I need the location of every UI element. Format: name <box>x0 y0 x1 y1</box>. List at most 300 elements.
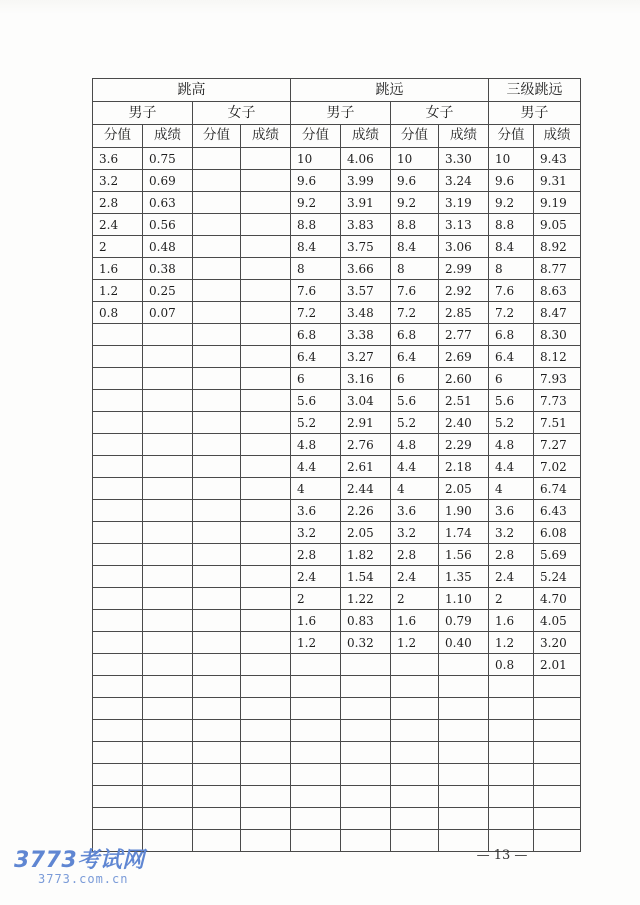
table-cell <box>143 720 193 742</box>
table-cell <box>291 742 341 764</box>
table-row <box>93 610 581 632</box>
table-cell: 6 <box>391 368 439 390</box>
table-cell <box>93 368 143 390</box>
table-cell <box>489 676 534 698</box>
table-cell <box>534 698 581 720</box>
table-cell: 6.4 <box>489 346 534 368</box>
score-table <box>92 78 581 852</box>
table-cell <box>193 544 241 566</box>
table-cell <box>93 500 143 522</box>
table-cell: 2.61 <box>341 456 391 478</box>
table-cell <box>193 654 241 676</box>
table-cell <box>291 764 341 786</box>
table-cell: 0.83 <box>341 610 391 632</box>
table-cell: 2.4 <box>391 566 439 588</box>
table-cell <box>93 610 143 632</box>
table-cell: 2 <box>291 588 341 610</box>
table-cell: 3.6 <box>93 148 143 170</box>
table-cell: 7.73 <box>534 390 581 412</box>
table-row <box>93 280 581 302</box>
table-cell: 9.19 <box>534 192 581 214</box>
table-cell: 2.77 <box>439 324 489 346</box>
table-cell: 2.51 <box>439 390 489 412</box>
table-cell <box>391 808 439 830</box>
table-cell: 2.4 <box>489 566 534 588</box>
table-cell <box>143 390 193 412</box>
table-cell <box>241 324 291 346</box>
table-cell: 0.63 <box>143 192 193 214</box>
table-cell <box>489 808 534 830</box>
table-cell <box>93 566 143 588</box>
table-cell: 1.2 <box>391 632 439 654</box>
table-cell: 6.8 <box>489 324 534 346</box>
table-cell <box>341 808 391 830</box>
table-cell <box>241 346 291 368</box>
gender-header-high-jump-female: 女子 <box>193 102 291 125</box>
table-cell <box>143 566 193 588</box>
column-header: 成绩 <box>534 125 581 148</box>
table-cell: 2.05 <box>341 522 391 544</box>
table-cell <box>241 676 291 698</box>
table-row <box>93 346 581 368</box>
table-cell: 9.6 <box>391 170 439 192</box>
table-cell: 8 <box>489 258 534 280</box>
table-cell: 7.2 <box>291 302 341 324</box>
table-cell: 7.27 <box>534 434 581 456</box>
table-cell <box>93 808 143 830</box>
table-cell <box>241 654 291 676</box>
table-cell: 1.2 <box>93 280 143 302</box>
table-cell: 3.57 <box>341 280 391 302</box>
table-cell: 6.08 <box>534 522 581 544</box>
table-cell <box>93 522 143 544</box>
table-cell <box>193 478 241 500</box>
table-cell <box>291 676 341 698</box>
table-cell: 3.16 <box>341 368 391 390</box>
table-cell: 9.31 <box>534 170 581 192</box>
table-cell: 3.48 <box>341 302 391 324</box>
table-cell: 5.6 <box>391 390 439 412</box>
table-row <box>93 764 581 786</box>
table-cell <box>241 764 291 786</box>
table-cell: 5.69 <box>534 544 581 566</box>
table-cell <box>93 456 143 478</box>
table-cell <box>193 764 241 786</box>
column-header: 成绩 <box>439 125 489 148</box>
table-cell: 8.8 <box>291 214 341 236</box>
table-cell: 0.40 <box>439 632 489 654</box>
table-cell <box>391 742 439 764</box>
table-cell: 1.6 <box>391 610 439 632</box>
table-cell: 0.32 <box>341 632 391 654</box>
table-cell <box>534 786 581 808</box>
table-cell: 1.35 <box>439 566 489 588</box>
table-cell: 5.24 <box>534 566 581 588</box>
table-cell <box>143 434 193 456</box>
table-cell: 1.10 <box>439 588 489 610</box>
table-cell <box>241 786 291 808</box>
table-cell: 0.56 <box>143 214 193 236</box>
table-cell: 2.8 <box>489 544 534 566</box>
table-cell <box>534 808 581 830</box>
table-cell <box>143 830 193 852</box>
table-cell <box>291 698 341 720</box>
table-cell <box>439 720 489 742</box>
table-cell <box>241 742 291 764</box>
table-cell: 3.2 <box>291 522 341 544</box>
table-cell <box>143 808 193 830</box>
table-cell <box>241 148 291 170</box>
table-cell <box>193 566 241 588</box>
table-cell: 7.93 <box>534 368 581 390</box>
table-cell: 1.56 <box>439 544 489 566</box>
table-cell <box>391 764 439 786</box>
table-cell <box>241 170 291 192</box>
table-row <box>93 456 581 478</box>
table-row <box>93 808 581 830</box>
table-cell <box>193 258 241 280</box>
table-row <box>93 522 581 544</box>
table-cell <box>193 632 241 654</box>
table-cell <box>193 786 241 808</box>
table-cell <box>391 698 439 720</box>
table-cell: 8.4 <box>391 236 439 258</box>
table-cell <box>93 698 143 720</box>
table-cell <box>143 522 193 544</box>
table-row <box>93 214 581 236</box>
table-cell <box>143 676 193 698</box>
table-cell <box>143 786 193 808</box>
column-header: 分值 <box>291 125 341 148</box>
column-header: 分值 <box>193 125 241 148</box>
table-cell: 4.4 <box>489 456 534 478</box>
table-cell: 4.4 <box>291 456 341 478</box>
table-cell: 0.75 <box>143 148 193 170</box>
table-cell <box>193 742 241 764</box>
table-cell: 8.77 <box>534 258 581 280</box>
table-cell <box>241 258 291 280</box>
table-cell: 2.8 <box>93 192 143 214</box>
table-cell: 8.4 <box>291 236 341 258</box>
table-row <box>93 566 581 588</box>
table-cell: 0.25 <box>143 280 193 302</box>
table-cell: 3.83 <box>341 214 391 236</box>
table-cell <box>143 588 193 610</box>
column-header: 成绩 <box>241 125 291 148</box>
event-header-triple-jump: 三级跳远 <box>489 79 581 102</box>
table-row <box>93 368 581 390</box>
table-cell: 2.92 <box>439 280 489 302</box>
table-row <box>93 412 581 434</box>
table-cell: 4.8 <box>291 434 341 456</box>
table-cell: 0.07 <box>143 302 193 324</box>
table-row <box>93 192 581 214</box>
table-cell: 3.27 <box>341 346 391 368</box>
gender-header-row <box>93 102 581 125</box>
table-cell <box>391 676 439 698</box>
table-cell <box>391 786 439 808</box>
table-cell: 8 <box>391 258 439 280</box>
table-cell <box>241 566 291 588</box>
table-cell <box>291 786 341 808</box>
table-row <box>93 302 581 324</box>
table-cell: 2.40 <box>439 412 489 434</box>
table-cell <box>391 654 439 676</box>
table-cell <box>241 632 291 654</box>
table-cell <box>341 676 391 698</box>
table-cell <box>193 302 241 324</box>
table-cell: 2.44 <box>341 478 391 500</box>
table-cell <box>291 808 341 830</box>
table-cell: 2.4 <box>93 214 143 236</box>
table-row <box>93 588 581 610</box>
table-cell: 9.43 <box>534 148 581 170</box>
table-cell <box>241 280 291 302</box>
table-cell <box>341 786 391 808</box>
page-number: — 13 — <box>476 848 528 863</box>
table-cell: 7.2 <box>391 302 439 324</box>
table-cell <box>241 544 291 566</box>
table-cell <box>143 654 193 676</box>
table-cell: 7.6 <box>489 280 534 302</box>
table-cell <box>93 478 143 500</box>
table-cell <box>391 720 439 742</box>
table-cell <box>489 786 534 808</box>
table-cell <box>291 654 341 676</box>
table-cell <box>93 324 143 346</box>
table-cell: 3.6 <box>391 500 439 522</box>
table-cell: 9.2 <box>489 192 534 214</box>
table-cell: 2.99 <box>439 258 489 280</box>
table-cell <box>143 456 193 478</box>
table-cell: 8.30 <box>534 324 581 346</box>
score-table-body <box>93 79 581 852</box>
table-cell <box>93 412 143 434</box>
table-cell <box>143 742 193 764</box>
watermark-logo: 3773考试网 <box>14 848 145 873</box>
event-header-row <box>93 79 581 102</box>
table-cell <box>534 830 581 852</box>
table-cell: 2.85 <box>439 302 489 324</box>
table-cell: 3.06 <box>439 236 489 258</box>
table-cell <box>193 346 241 368</box>
table-cell <box>193 610 241 632</box>
table-cell: 8.8 <box>489 214 534 236</box>
table-cell: 1.6 <box>93 258 143 280</box>
table-cell <box>439 698 489 720</box>
table-cell <box>193 500 241 522</box>
table-cell: 2.4 <box>291 566 341 588</box>
table-cell <box>143 764 193 786</box>
table-cell: 3.2 <box>93 170 143 192</box>
table-cell <box>534 742 581 764</box>
table-cell <box>241 390 291 412</box>
table-cell: 6.4 <box>291 346 341 368</box>
table-cell: 3.6 <box>291 500 341 522</box>
table-cell <box>439 764 489 786</box>
column-header: 成绩 <box>341 125 391 148</box>
table-cell <box>241 434 291 456</box>
table-cell: 3.99 <box>341 170 391 192</box>
table-cell: 8 <box>291 258 341 280</box>
table-cell <box>341 830 391 852</box>
table-row <box>93 544 581 566</box>
table-row <box>93 170 581 192</box>
table-cell: 4.06 <box>341 148 391 170</box>
table-cell <box>193 588 241 610</box>
table-cell: 2 <box>489 588 534 610</box>
table-cell: 4.8 <box>391 434 439 456</box>
table-cell: 6.4 <box>391 346 439 368</box>
table-cell <box>489 720 534 742</box>
table-cell: 3.19 <box>439 192 489 214</box>
table-cell: 4 <box>391 478 439 500</box>
table-cell <box>534 676 581 698</box>
table-cell <box>241 500 291 522</box>
table-cell <box>439 676 489 698</box>
table-cell <box>489 764 534 786</box>
table-cell: 6 <box>291 368 341 390</box>
table-cell: 9.6 <box>489 170 534 192</box>
table-cell: 6.8 <box>291 324 341 346</box>
table-row <box>93 720 581 742</box>
gender-header-long-jump-male: 男子 <box>291 102 391 125</box>
table-cell <box>143 610 193 632</box>
table-cell <box>93 786 143 808</box>
event-header-long-jump: 跳远 <box>291 79 489 102</box>
table-cell <box>534 720 581 742</box>
table-cell: 1.2 <box>291 632 341 654</box>
table-cell: 3.2 <box>489 522 534 544</box>
table-cell <box>439 742 489 764</box>
table-cell: 7.6 <box>291 280 341 302</box>
table-cell <box>489 742 534 764</box>
table-cell: 3.20 <box>534 632 581 654</box>
table-cell: 1.54 <box>341 566 391 588</box>
table-cell <box>143 500 193 522</box>
table-cell <box>241 302 291 324</box>
table-cell: 0.79 <box>439 610 489 632</box>
gender-header-triple-jump-male: 男子 <box>489 102 581 125</box>
table-cell: 4.70 <box>534 588 581 610</box>
table-cell <box>489 698 534 720</box>
table-cell <box>143 632 193 654</box>
table-cell: 2.76 <box>341 434 391 456</box>
table-cell <box>143 478 193 500</box>
table-cell <box>143 544 193 566</box>
table-cell: 1.22 <box>341 588 391 610</box>
table-cell <box>534 764 581 786</box>
table-cell: 2 <box>391 588 439 610</box>
table-cell <box>143 698 193 720</box>
table-cell: 7.51 <box>534 412 581 434</box>
table-cell <box>93 742 143 764</box>
table-cell: 0.48 <box>143 236 193 258</box>
table-cell <box>341 742 391 764</box>
gender-header-long-jump-female: 女子 <box>391 102 489 125</box>
table-cell <box>193 324 241 346</box>
table-cell <box>193 830 241 852</box>
table-row <box>93 632 581 654</box>
table-cell <box>193 236 241 258</box>
table-cell: 0.8 <box>489 654 534 676</box>
table-cell: 2.05 <box>439 478 489 500</box>
table-cell <box>193 434 241 456</box>
table-cell <box>291 720 341 742</box>
table-cell <box>241 808 291 830</box>
table-cell <box>193 698 241 720</box>
table-cell <box>241 368 291 390</box>
table-cell <box>193 412 241 434</box>
column-header: 成绩 <box>143 125 193 148</box>
table-cell: 4.4 <box>391 456 439 478</box>
table-cell: 8.92 <box>534 236 581 258</box>
table-cell: 6.74 <box>534 478 581 500</box>
watermark-url: 3773.com.cn <box>38 872 129 886</box>
table-cell <box>93 434 143 456</box>
table-cell: 9.2 <box>291 192 341 214</box>
table-cell <box>241 214 291 236</box>
table-cell <box>241 412 291 434</box>
table-cell <box>241 522 291 544</box>
table-cell: 10 <box>489 148 534 170</box>
table-row <box>93 478 581 500</box>
table-cell: 3.04 <box>341 390 391 412</box>
table-cell: 0.69 <box>143 170 193 192</box>
table-cell <box>241 456 291 478</box>
table-cell <box>193 720 241 742</box>
table-cell: 7.6 <box>391 280 439 302</box>
table-row <box>93 434 581 456</box>
table-cell: 2 <box>93 236 143 258</box>
table-row <box>93 654 581 676</box>
table-cell: 10 <box>291 148 341 170</box>
table-cell: 1.6 <box>291 610 341 632</box>
table-cell: 8.4 <box>489 236 534 258</box>
table-cell <box>341 654 391 676</box>
table-cell: 2.60 <box>439 368 489 390</box>
table-cell <box>241 830 291 852</box>
table-cell: 3.30 <box>439 148 489 170</box>
table-row <box>93 742 581 764</box>
table-cell <box>93 632 143 654</box>
column-header-row <box>93 125 581 148</box>
table-cell: 2.8 <box>291 544 341 566</box>
table-cell: 8.47 <box>534 302 581 324</box>
table-cell <box>241 588 291 610</box>
table-cell <box>143 346 193 368</box>
table-cell <box>93 588 143 610</box>
table-cell <box>439 654 489 676</box>
table-cell: 6 <box>489 368 534 390</box>
table-cell <box>341 698 391 720</box>
table-cell: 3.24 <box>439 170 489 192</box>
table-cell <box>143 324 193 346</box>
table-cell <box>341 764 391 786</box>
table-cell <box>193 280 241 302</box>
column-header: 分值 <box>391 125 439 148</box>
table-cell <box>439 786 489 808</box>
table-cell: 2.29 <box>439 434 489 456</box>
table-cell <box>93 390 143 412</box>
table-cell: 3.66 <box>341 258 391 280</box>
table-cell: 2.69 <box>439 346 489 368</box>
table-cell: 5.2 <box>489 412 534 434</box>
table-cell: 2.8 <box>391 544 439 566</box>
table-cell: 1.2 <box>489 632 534 654</box>
table-row <box>93 236 581 258</box>
table-cell <box>93 720 143 742</box>
